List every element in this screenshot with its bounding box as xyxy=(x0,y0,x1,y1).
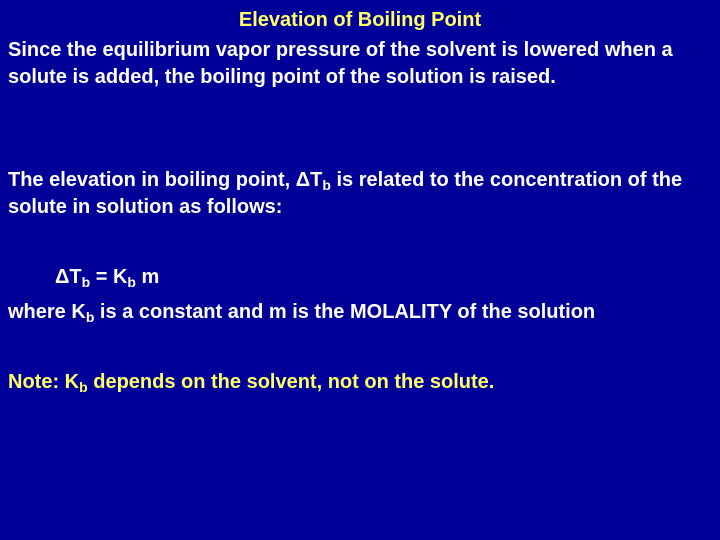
equation-k-subscript: b xyxy=(127,274,136,290)
note-end: depends on the solvent, not on the solute. xyxy=(87,371,495,393)
paragraph-vapor-pressure: Since the equilibrium vapor pressure of the solvent is lowered when a solute is added, the boiling point of the solution is raised. xyxy=(8,39,673,88)
equation xyxy=(55,264,720,291)
equation-m: m xyxy=(135,266,160,288)
equation-t-subscript: b xyxy=(81,274,91,290)
equation-t: T xyxy=(69,266,82,288)
note xyxy=(8,369,714,396)
equation-k: K xyxy=(112,266,128,288)
note-subscript: b xyxy=(79,379,88,395)
slide-title: Elevation of Boiling Point xyxy=(238,9,482,31)
paragraph-definition xyxy=(8,299,714,326)
equation-equals: = xyxy=(90,266,113,288)
paragraph-definition-end: is a constant and m is the MOLALITY of the solution xyxy=(94,301,596,323)
paragraph-elevation-text-end: is related to the concentration of the solute in solution as follows: xyxy=(8,169,683,218)
paragraph-elevation xyxy=(8,167,714,221)
subscript-b: b xyxy=(322,177,331,193)
equation-delta: Δ xyxy=(55,266,70,288)
note-start: Note: K xyxy=(8,371,80,393)
t-symbol: T xyxy=(310,169,323,191)
delta-symbol: Δ xyxy=(295,169,311,191)
paragraph-elevation-text-start: The elevation in boiling point, xyxy=(8,169,296,191)
paragraph-definition-start: where K xyxy=(8,301,86,323)
paragraph-definition-subscript: b xyxy=(85,309,95,325)
